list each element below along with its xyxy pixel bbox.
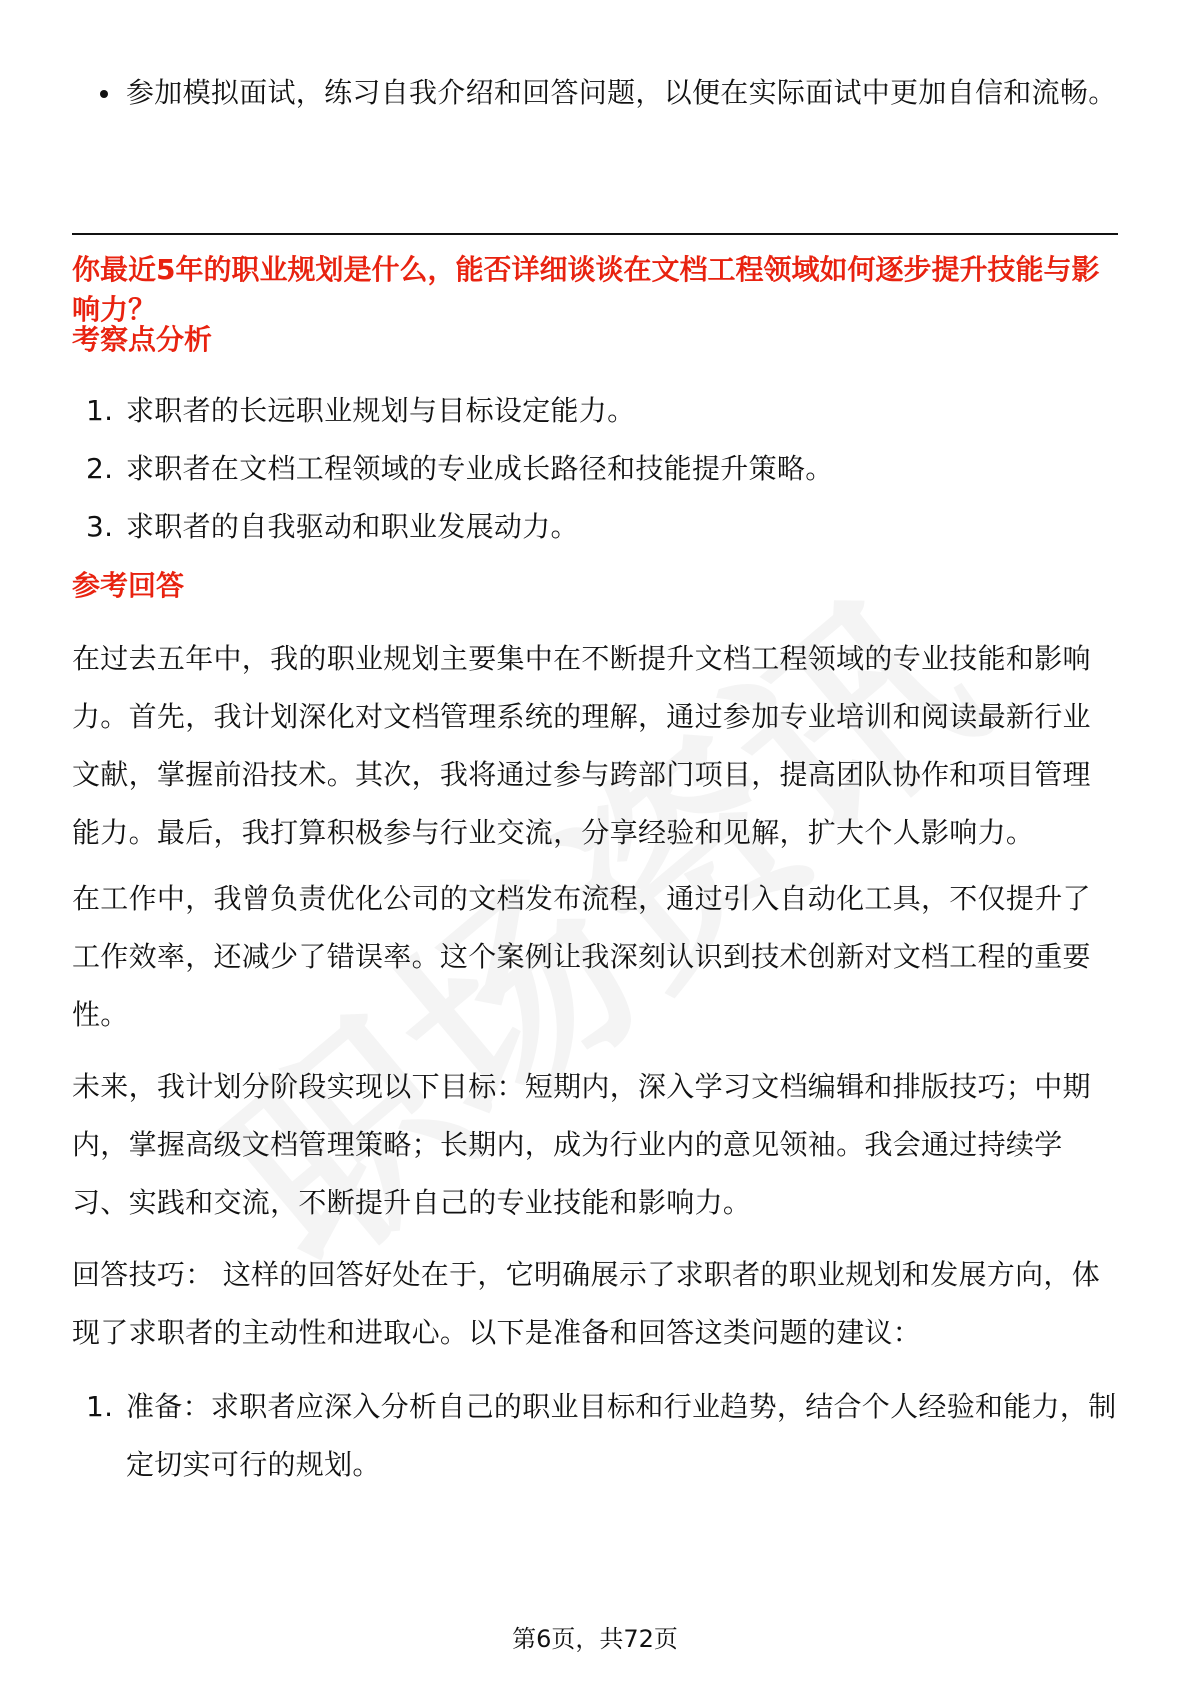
answer-paragraph: 在过去五年中，我的职业规划主要集中在不断提升文档工程领域的专业技能和影响力。首先，我计划深化对文档管理系统的理解，通过参加专业培训和阅读最新行业文献，掌握前沿技术。其次，我将通过参与跨部门项目，提高团队协作和项目管理能力。最后，我打算积极参与行业交流，分享经验和见解，扩大个人影响力。 [72, 642, 1091, 849]
list-number: 1. [86, 1390, 114, 1423]
list-item [72, 64, 1118, 122]
list-item [72, 382, 1118, 440]
top-bullet-list [72, 64, 1118, 122]
analysis-heading: 考察点分析 [72, 323, 213, 356]
answer-heading: 参考回答 [72, 569, 185, 602]
list-item-text: 求职者的自我驱动和职业发展动力。 [126, 510, 579, 543]
answer-paragraph: 在工作中，我曾负责优化公司的文档发布流程，通过引入自动化工具，不仅提升了工作效率，还减少了错误率。这个案例让我深刻认识到技术创新对文档工程的重要性。 [72, 882, 1091, 1031]
question-title: 你最近5年的职业规划是什么，能否详细谈谈在文档工程领域如何逐步提升技能与影响力？ [72, 253, 1100, 326]
list-number: 1. [86, 394, 114, 427]
list-item-text: 求职者在文档工程领域的专业成长路径和技能提升策略。 [126, 452, 834, 485]
bullet-dot-icon [100, 90, 108, 98]
list-number: 3. [86, 510, 114, 543]
list-number: 2. [86, 452, 114, 485]
list-item [72, 1378, 1118, 1494]
list-item-text: 参加模拟面试，练习自我介绍和回答问题，以便在实际面试中更加自信和流畅。 [126, 76, 1117, 109]
section-divider [72, 233, 1118, 235]
answer-tips-paragraph: 回答技巧： 这样的回答好处在于，它明确展示了求职者的职业规划和发展方向，体现了求职者的主动性和进取心。以下是准备和回答这类问题的建议： [72, 1258, 1101, 1349]
page-footer: 第6页，共72页 [512, 1625, 678, 1653]
answer-paragraph: 未来，我计划分阶段实现以下目标：短期内，深入学习文档编辑和排版技巧；中期内，掌握高级文档管理策略；长期内，成为行业内的意见领袖。我会通过持续学习、实践和交流，不断提升自己的专业技能和影响力。 [72, 1070, 1091, 1219]
list-item-text: 准备：求职者应深入分析自己的职业目标和行业趋势，结合个人经验和能力，制定切实可行的规划。 [126, 1390, 1117, 1481]
list-item [72, 498, 1118, 556]
tips-list [72, 1378, 1118, 1494]
list-item-text: 求职者的长远职业规划与目标设定能力。 [126, 394, 636, 427]
analysis-list [72, 382, 1118, 556]
list-item [72, 440, 1118, 498]
